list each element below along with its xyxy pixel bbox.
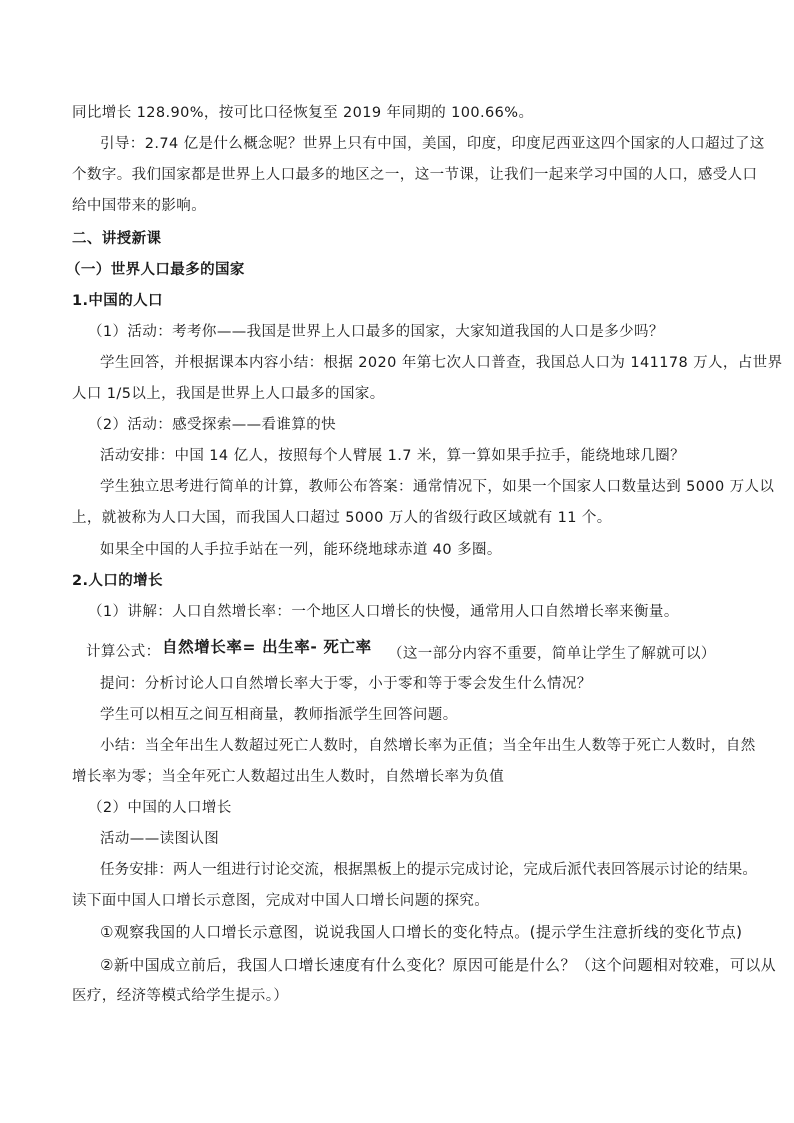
paragraph-line: 学生回答，并根据课本内容小结：根据 2020 年第七次人口普查，我国总人口为 141178 万人，占世界 xyxy=(100,355,783,371)
paragraph-line: 引导：2.74 亿是什么概念呢？世界上只有中国，美国，印度，印度尼西亚这四个国家的人口超过了这 xyxy=(100,136,765,152)
paragraph-line: 如果全中国的人手拉手站在一列，能环绕地球赤道 40 多圈。 xyxy=(100,542,502,558)
paragraph-line: （2）活动：感受探索——看谁算的快 xyxy=(88,417,337,433)
question-item: ①观察我国的人口增长示意图，说说我国人口增长的变化特点。(提示学生注意折线的变化节点) xyxy=(100,923,743,941)
paragraph-line: 读下面中国人口增长示意图，完成对中国人口增长问题的探究。 xyxy=(72,893,490,909)
question-item: ②新中国成立前后，我国人口增长速度有什么变化？原因可能是什么？（这个问题相对较难，可以从 xyxy=(100,956,777,974)
topic-heading: 1.中国的人口 xyxy=(72,293,163,309)
paragraph-line: 学生可以相互之间互相商量，教师指派学生回答问题。 xyxy=(100,707,458,723)
paragraph-line: 增长率为零；当全年死亡人数超过出生人数时，自然增长率为负值 xyxy=(72,769,505,785)
formula: 自然增长率= 出生率- 死亡率 xyxy=(162,638,372,656)
paragraph-line: 任务安排：两人一组进行讨论交流，根据黑板上的提示完成讨论，完成后派代表回答展示讨论的结果。 xyxy=(100,862,757,878)
formula-note: （这一部分内容不重要，简单让学生了解就可以） xyxy=(388,646,716,662)
paragraph-line: 学生独立思考进行简单的计算，教师公布答案：通常情况下，如果一个国家人口数量达到 5000 万人以 xyxy=(100,479,775,495)
formula-label: 计算公式： xyxy=(86,644,161,660)
paragraph-line: 同比增长 128.90%，按可比口径恢复至 2019 年同期的 100.66%。 xyxy=(72,105,534,121)
paragraph-line: （1）讲解：人口自然增长率：一个地区人口增长的快慢，通常用人口自然增长率来衡量。 xyxy=(88,604,679,620)
topic-heading: 2.人口的增长 xyxy=(72,573,163,589)
paragraph-line: 活动安排：中国 14 亿人，按照每个人臂展 1.7 米，算一算如果手拉手，能绕地球几圈？ xyxy=(100,448,686,464)
paragraph-line: （1）活动：考考你——我国是世界上人口最多的国家，大家知道我国的人口是多少吗？ xyxy=(88,324,664,340)
paragraph-line: 给中国带来的影响。 xyxy=(72,198,207,214)
subsection-heading: （一）世界人口最多的国家 xyxy=(66,262,245,278)
paragraph-line: 活动——读图认图 xyxy=(100,831,220,847)
paragraph-line: 医疗，经济等模式给学生提示。） xyxy=(72,988,289,1004)
section-heading: 二、讲授新课 xyxy=(72,231,162,247)
paragraph-line: 上，就被称为人口大国，而我国人口超过 5000 万人的省级行政区域就有 11 个。 xyxy=(72,510,612,526)
paragraph-line: 个数字。我们国家都是世界上人口最多的地区之一，这一节课，让我们一起来学习中国的人口，感受人口 xyxy=(72,167,758,183)
paragraph-line: （2）中国的人口增长 xyxy=(88,800,232,816)
paragraph-line: 提问：分析讨论人口自然增长率大于零，小于零和等于零会发生什么情况？ xyxy=(100,676,592,692)
paragraph-line: 小结：当全年出生人数超过死亡人数时，自然增长率为正值；当全年出生人数等于死亡人数时，自然 xyxy=(100,738,756,754)
paragraph-line: 人口 1/5以上，我国是世界上人口最多的国家。 xyxy=(72,386,385,402)
